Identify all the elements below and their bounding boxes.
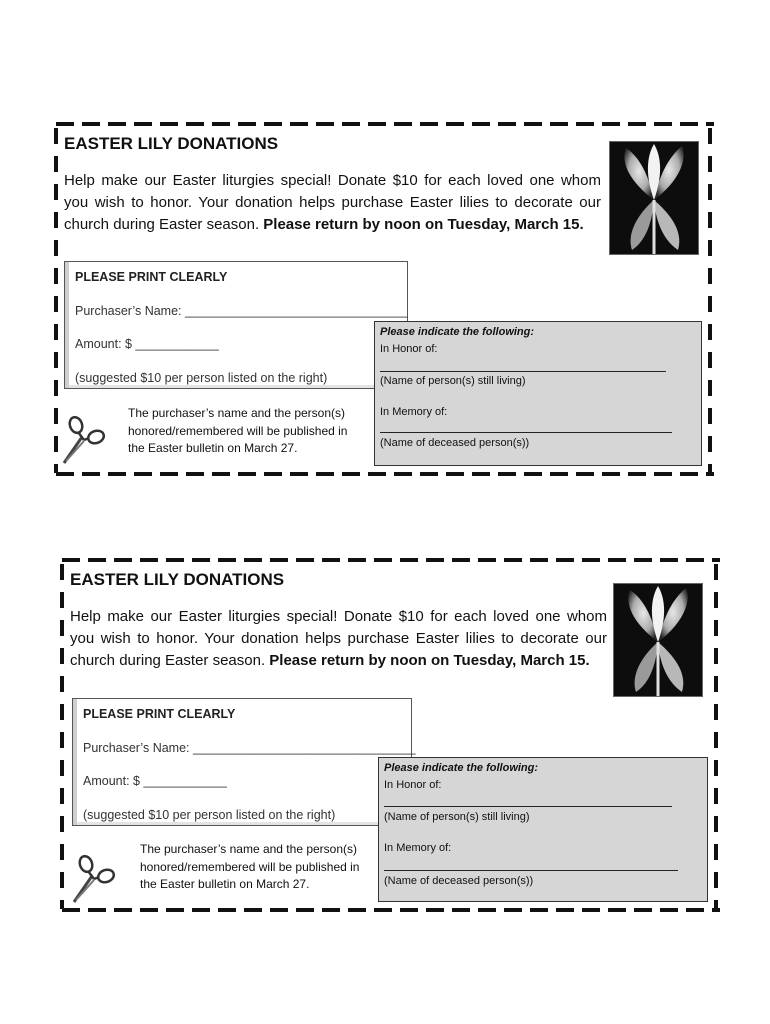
purchaser-name-field[interactable]: Purchaser’s Name: ________________________________ <box>83 741 416 755</box>
donation-coupon-1 <box>54 122 714 472</box>
cut-line-top <box>62 558 720 562</box>
lily-photo <box>609 141 699 255</box>
cut-line-bottom <box>62 908 720 912</box>
coupon-title: EASTER LILY DONATIONS <box>64 134 279 153</box>
suggested-amount-note: (suggested $10 per person listed on the right) <box>83 808 336 822</box>
honor-box-header: Please indicate the following: <box>380 326 535 338</box>
coupon-intro <box>64 170 601 236</box>
lily-photo <box>613 583 703 697</box>
cut-line-top <box>56 122 714 126</box>
honor-box-header: Please indicate the following: <box>384 762 539 774</box>
deceased-caption: (Name of deceased person(s)) <box>384 875 534 887</box>
in-memory-label: In Memory of: <box>384 842 452 854</box>
cut-line-bottom <box>56 472 714 476</box>
coupon-title: EASTER LILY DONATIONS <box>70 570 285 589</box>
honor-memory-box <box>378 757 708 902</box>
cut-line-right <box>708 128 712 473</box>
cut-line-left <box>60 564 64 909</box>
amount-field[interactable]: Amount: $ ____________ <box>83 774 227 788</box>
in-memory-line[interactable] <box>380 432 672 433</box>
intro-deadline: Please return by noon on Tuesday, March 15. <box>269 652 590 669</box>
honor-memory-box <box>374 321 702 466</box>
publication-note: The purchaser’s name and the person(s) honored/remembered will be published in the Easter bulletin on March 27. <box>140 842 360 891</box>
in-honor-label: In Honor of: <box>384 779 442 791</box>
intro-text: Help make our Easter liturgies special! Donate $10 for each loved one whom you wish to honor. Your donation helps purchase Easter lilies to decorate our church during Easter season. <box>70 608 607 669</box>
cut-line-left <box>54 128 58 473</box>
deceased-caption: (Name of deceased person(s)) <box>380 437 530 449</box>
coupon-intro <box>70 606 607 672</box>
cut-line-right <box>714 564 718 909</box>
in-honor-line[interactable] <box>384 806 672 807</box>
amount-field[interactable]: Amount: $ ____________ <box>75 337 219 351</box>
in-memory-label: In Memory of: <box>380 406 448 418</box>
purchaser-name-field[interactable]: Purchaser’s Name: ________________________________ <box>75 304 408 318</box>
intro-deadline: Please return by noon on Tuesday, March 15. <box>263 216 584 233</box>
suggested-amount-note: (suggested $10 per person listed on the right) <box>75 371 328 385</box>
living-caption: (Name of person(s) still living) <box>384 811 530 823</box>
intro-text: Help make our Easter liturgies special! Donate $10 for each loved one whom you wish to honor. Your donation helps purchase Easter lilies to decorate our church during Easter season. <box>64 172 601 233</box>
in-memory-line[interactable] <box>384 870 678 871</box>
donation-coupon-2 <box>60 558 720 908</box>
in-honor-label: In Honor of: <box>380 343 438 355</box>
scissors-icon <box>60 413 110 465</box>
print-clearly-label: PLEASE PRINT CLEARLY <box>75 270 228 284</box>
living-caption: (Name of person(s) still living) <box>380 375 526 387</box>
print-clearly-label: PLEASE PRINT CLEARLY <box>83 707 236 721</box>
scissors-icon <box>70 852 120 904</box>
purchaser-form <box>64 261 408 389</box>
publication-note: The purchaser’s name and the person(s) honored/remembered will be published in the Easter bulletin on March 27. <box>128 406 348 455</box>
in-honor-line[interactable] <box>380 371 666 372</box>
